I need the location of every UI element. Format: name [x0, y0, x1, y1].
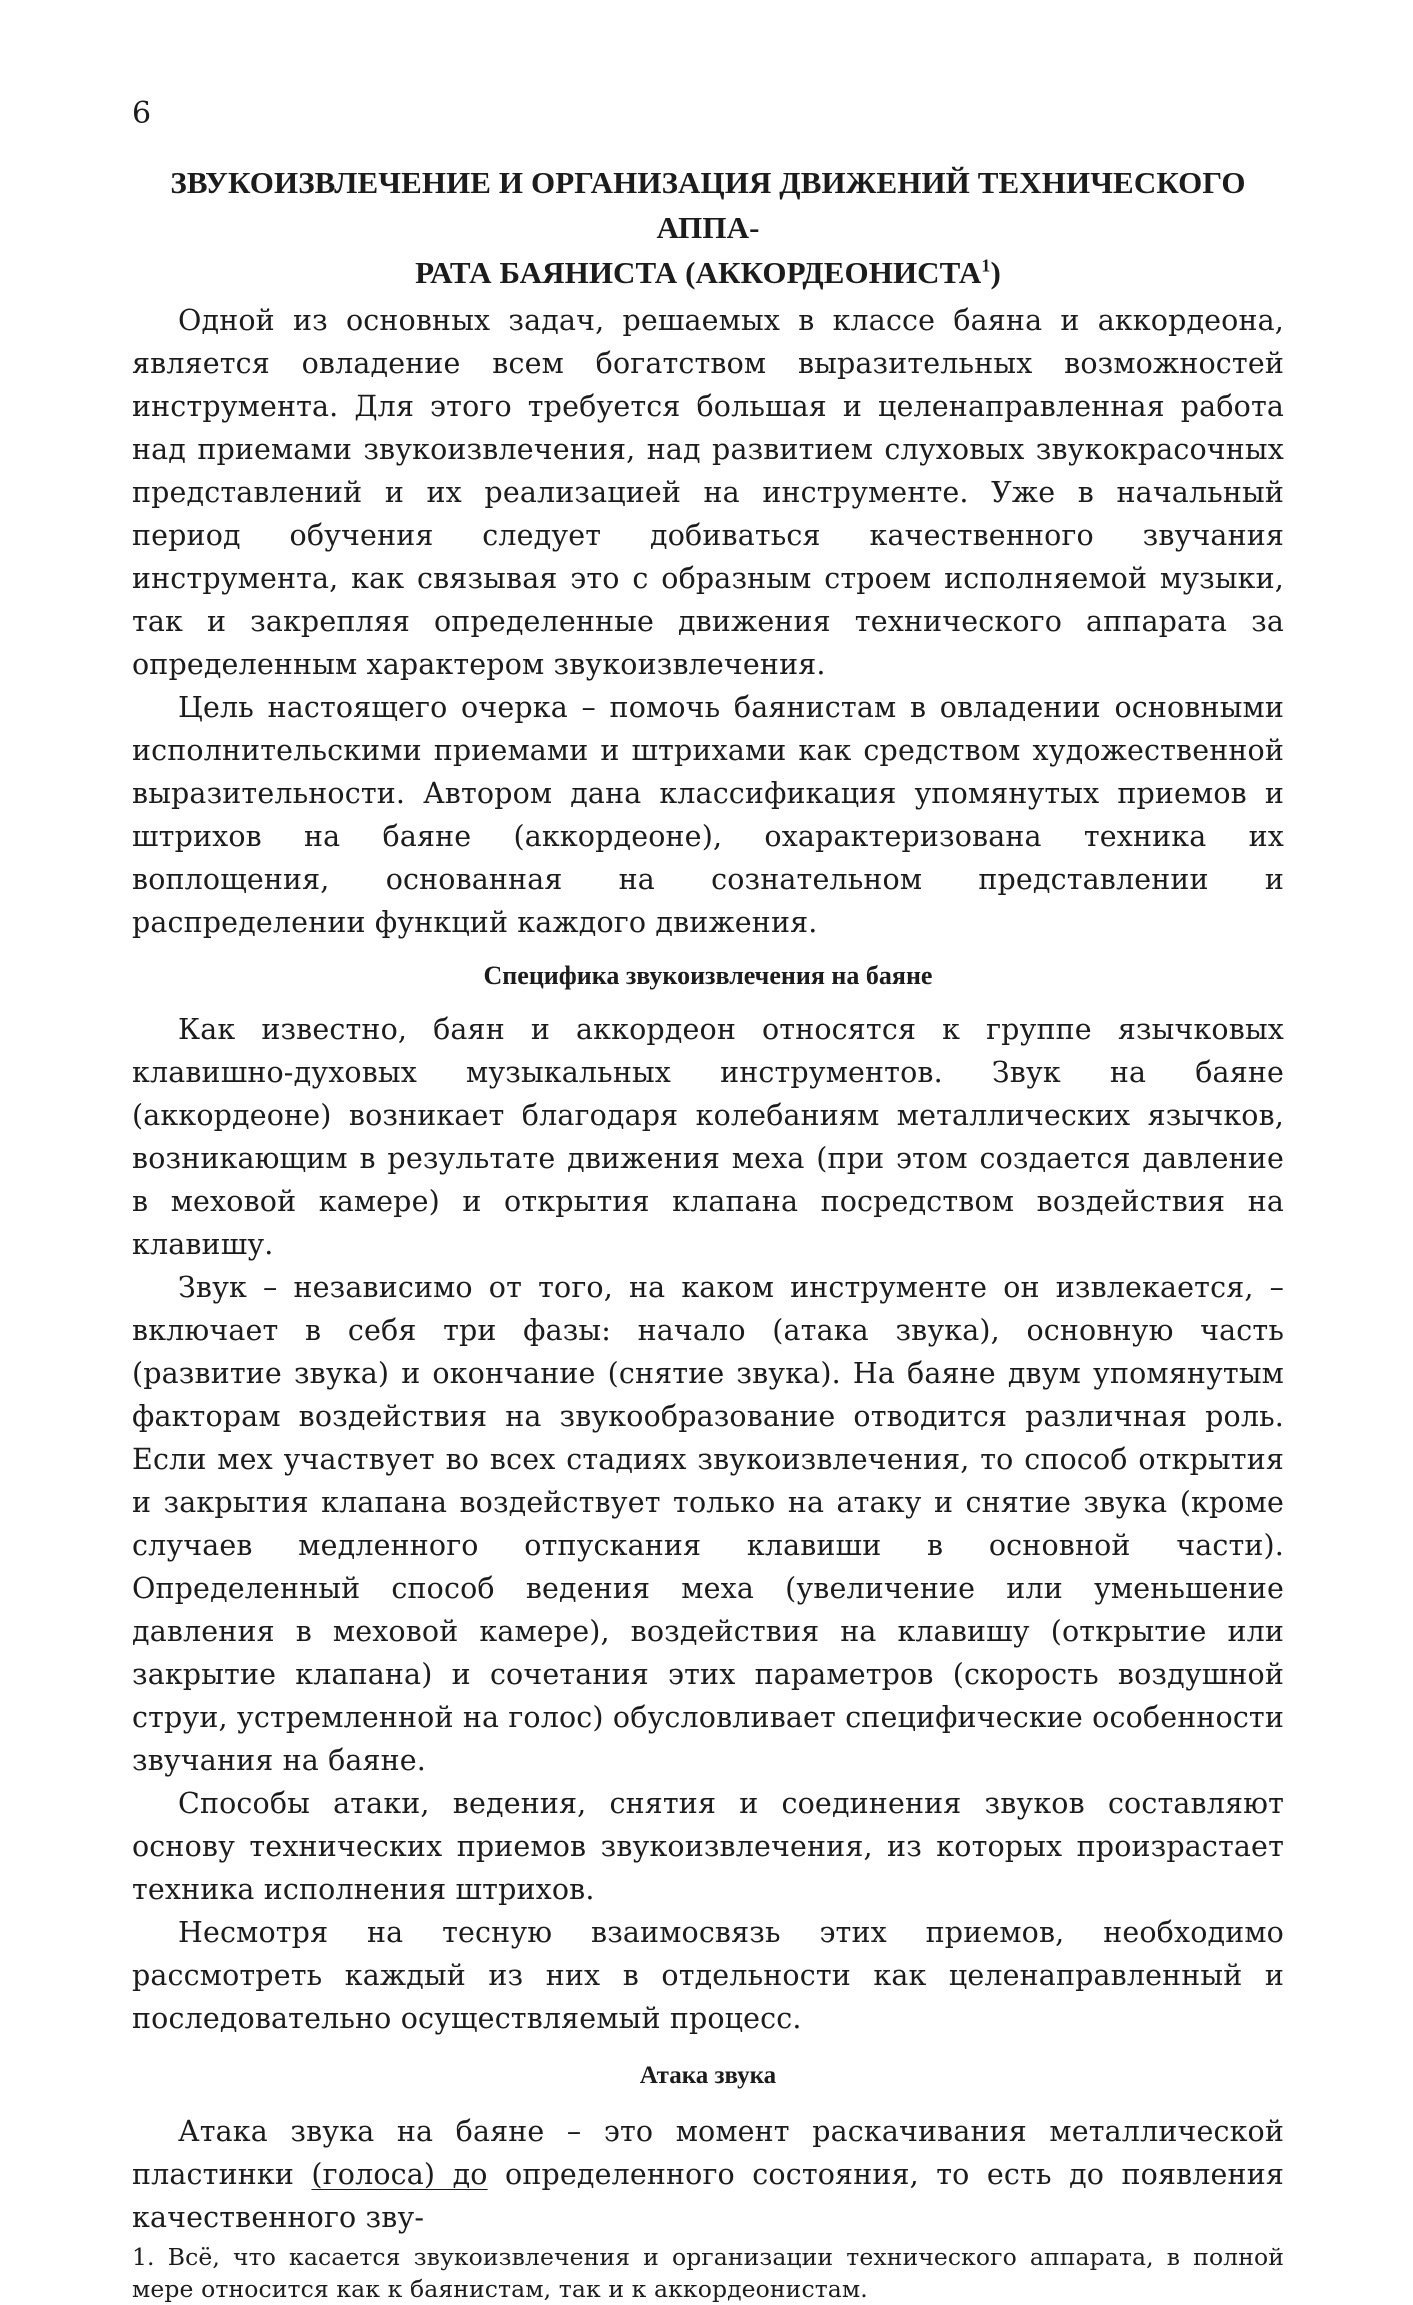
page-content — [132, 160, 1284, 2305]
intro-section — [132, 299, 1284, 944]
sound-attack-section — [132, 2110, 1284, 2239]
section2-paragraph-1 — [132, 2110, 1284, 2239]
footnote-reference[interactable]: 1 — [981, 255, 991, 276]
section1-paragraph-3: Способы атаки, ведения, снятия и соединения звуков составляют основу технических приемов звукоизвлечения, из которых произрастает техника исполнения штрихов. — [132, 1787, 1284, 1906]
footnote: 1. Всё, что касается звукоизвлечения и организации технического аппарата, в полной мере относится как к баянистам, так и к аккордеонистам. — [132, 2243, 1284, 2303]
chapter-title-line2: РАТА БАЯНИСТА (АККОРДЕОНИСТА — [415, 255, 982, 290]
section2-underlined-phrase: (голоса) до — [311, 2158, 488, 2191]
intro-paragraph-2: Цель настоящего очерка – помочь баянистам в овладении основными исполнительскими приемами и штрихами как средством художественной выразительности. Автором дана классификация упомянутых приемов и штрихов на баяне (аккордеоне), охарактеризована техника их воплощения, основанная на сознательном представлении и распределении функций каждого движения. — [132, 691, 1284, 939]
sound-production-section — [132, 1008, 1284, 2040]
section2-paragraph-1-end: определенного состояния, то есть до появления качественного зву- — [132, 2158, 1284, 2234]
section2-paragraph-1-start: Атака звука на баяне – это момент раскачивания металлической пластинки — [132, 2115, 1284, 2191]
section-heading-sound-production: Специфика звукоизвлечения на баяне — [483, 961, 933, 990]
chapter-title-line1: ЗВУКОИЗВЛЕЧЕНИЕ И ОРГАНИЗАЦИЯ ДВИЖЕНИЙ ТЕХНИЧЕСКОГО АППА- — [170, 165, 1246, 245]
intro-paragraph-1: Одной из основных задач, решаемых в классе баяна и аккордеона, является овладение всем богатством выразительных возможностей инструмента. Для этого требуется большая и целенаправленная работа над приемами звукоизвлечения, над развитием слуховых звукокрасочных представлений и их реализацией на инструменте. Уже в начальный период обучения следует добиваться качественного звучания инструмента, как связывая это с образным строем исполняемой музыки, так и закрепляя определенные движения технического аппарата за определенным характером звукоизвлечения. — [132, 304, 1284, 681]
section1-paragraph-1: Как известно, баян и аккордеон относятся к группе язычковых клавишно-духовых музыкальных инструментов. Звук на баяне (аккордеоне) возникает благодаря колебаниям металлических язычков, возникающим в результате движения меха (при этом создается давление в меховой камере) и открытия клапана посредством воздействия на клавишу. — [132, 1013, 1284, 1261]
chapter-title-line2-end: ) — [990, 255, 1001, 290]
chapter-title — [132, 160, 1284, 295]
section-heading-sound-attack: Атака звука — [639, 2062, 777, 2089]
section1-paragraph-4: Несмотря на тесную взаимосвязь этих приемов, необходимо рассмотреть каждый из них в отдельности как целенаправленный и последовательно осуществляемый процесс. — [132, 1916, 1284, 2035]
section1-paragraph-2: Звук – независимо от того, на каком инструменте он извлекается, – включает в себя три фазы: начало (атака звука), основную часть (развитие звука) и окончание (снятие звука). На баяне двум упомянутым факторам воздействия на звукообразование отводится различная роль. Если мех участвует во всех стадиях звукоизвлечения, то способ открытия и закрытия клапана воздействует только на атаку и снятие звука (кроме случаев медленного отпускания клавиши в основной части). Определенный способ ведения меха (увеличение или уменьшение давления в меховой камере), воздействия на клавишу (открытие или закрытие клапана) и сочетания этих параметров (скорость воздушной струи, устремленной на голос) обусловливает специфические особенности звучания на баяне. — [132, 1271, 1284, 1777]
page-number: 6 — [132, 96, 152, 131]
